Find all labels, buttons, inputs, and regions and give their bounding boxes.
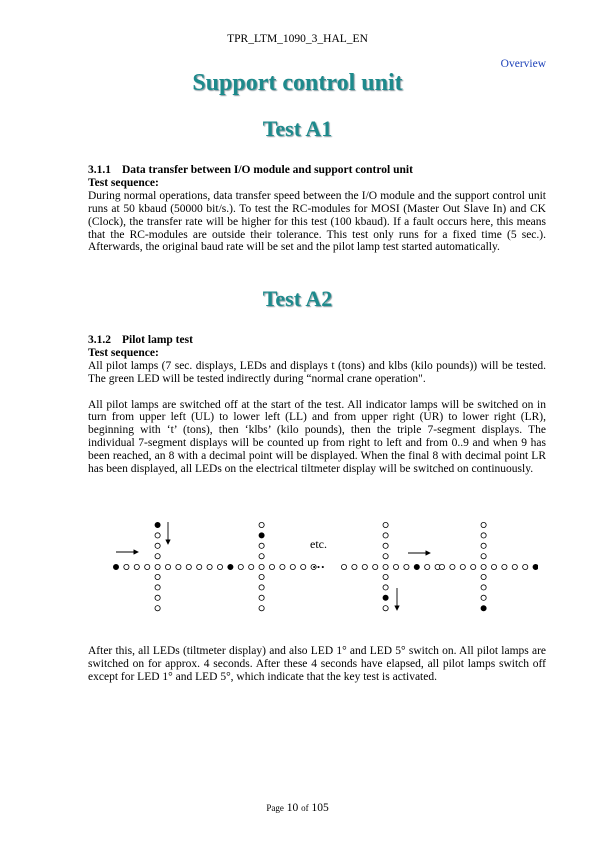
section-heading [88, 334, 546, 347]
lamp-dot [155, 554, 160, 559]
lamp-dot [176, 564, 181, 569]
lamp-dot [383, 606, 388, 611]
lamp-dot [512, 564, 517, 569]
lamp-dot [481, 533, 486, 538]
lamp-dot [124, 564, 129, 569]
lamp-dot [280, 564, 285, 569]
lamp-dot [186, 564, 191, 569]
lamp-dot [373, 564, 378, 569]
lamp-dot [207, 564, 212, 569]
lamp-dot [113, 564, 118, 569]
lamp-dot [259, 533, 264, 538]
lamp-dot [383, 533, 388, 538]
section-number: 3.1.1 [88, 164, 111, 176]
lamp-dot [414, 564, 419, 569]
lamp-dot [383, 554, 388, 559]
lamp-dot [481, 554, 486, 559]
ellipsis-label: ··· [312, 559, 326, 574]
lamp-dot [259, 554, 264, 559]
test-sequence-label: Test sequence: [88, 176, 159, 189]
section-heading [88, 164, 546, 177]
section-paragraph: All pilot lamps (7 sec. displays, LEDs and displays t (tons) and klbs (kilo pounds)) will be tested. The green LED will be tested indirectly during “normal crane operation". [88, 359, 546, 385]
lamp-dot [425, 564, 430, 569]
lamp-dot [197, 564, 202, 569]
lamp-dot [450, 564, 455, 569]
lamp-dot [155, 595, 160, 600]
lamp-dot [481, 522, 486, 527]
lamp-dot [259, 564, 264, 569]
lamp-dot [383, 522, 388, 527]
page-number: 10 [286, 802, 299, 814]
lamp-dot [259, 522, 264, 527]
page-word: Page [266, 803, 284, 813]
lamp-dot [259, 595, 264, 600]
section-3-1-2 [88, 334, 546, 476]
lamp-dot [155, 543, 160, 548]
lamp-dot [145, 564, 150, 569]
lamp-dot [290, 564, 295, 569]
lamp-dot [502, 564, 507, 569]
lamp-dot [238, 564, 243, 569]
lamp-dot [404, 564, 409, 569]
lamp-dot [383, 564, 388, 569]
lamp-dot [155, 585, 160, 590]
lamp-dot [481, 564, 486, 569]
lamp-dot [523, 564, 528, 569]
section-paragraph: After this, all LEDs (tiltmeter display) and also LED 1° and LED 5° switch on. All pilot lamps are switched on for approx. 4 seconds. After these 4 seconds have elapsed, all pilot lamps switch off except for LED 1° and LED 5°, which indicate that the key test is activated. [88, 645, 546, 683]
pilot-lamp-sequence-diagram [108, 518, 538, 618]
section-title: Data transfer between I/O module and support control unit [122, 164, 413, 176]
lamp-dot [155, 522, 160, 527]
test-sequence-label: Test sequence: [88, 346, 159, 359]
lamp-dot [249, 564, 254, 569]
lamp-dot [155, 606, 160, 611]
lamp-dot [259, 606, 264, 611]
lamp-dot [481, 574, 486, 579]
lamp-dot [481, 595, 486, 600]
overview-link[interactable]: Overview [500, 58, 546, 70]
lamp-dot [217, 564, 222, 569]
lamp-dot [228, 564, 233, 569]
test-a1-heading: Test A1 [262, 116, 333, 141]
lamp-dot [301, 564, 306, 569]
document-id-header: TPR_LTM_1090_3_HAL_EN [227, 33, 368, 45]
lamp-dot [439, 564, 444, 569]
section-title: Pilot lamp test [122, 334, 193, 346]
page-footer [0, 802, 595, 814]
lamp-dot [341, 564, 346, 569]
lamp-dot [259, 585, 264, 590]
of-word: of [301, 803, 309, 813]
lamp-dot [362, 564, 367, 569]
section-body: During normal operations, data transfer speed between the I/O module and the support control unit runs at 50 kbaud (50000 bit/s.). To test the RC-modules for MOSI (Master Out Slave In) and CK (Clock), the transfer rate will be higher for this test (100 kbaud). If a fault occurs here, this means that the RC-modules are outside their tolerance. This test only runs for a fixed time (5 sec.). Afterwards, the original baud rate will be set and the pilot lamp test started automatically. [88, 189, 546, 254]
lamp-dot [383, 585, 388, 590]
lamp-dot [383, 543, 388, 548]
section-3-1-2-continued [88, 645, 546, 684]
section-paragraph: All pilot lamps are switched off at the start of the test. All indicator lamps will be switched on in turn from upper left (UL) to lower left (LL) and from upper right (UR) to lower right (LR), beginning with ‘t’ (tons), then ‘klbs’ (kilo pounds), then the triple 7-segment displays. The individual 7-segment displays will be counted up from right to left and from 0..9 and when 9 has been reached, an 8 with a decimal point will be displayed. When the final 8 with decimal point LR has been displayed, all LEDs on the electrical tiltmeter display will be switched on continuously. [88, 398, 546, 476]
page-title: Support control unit [192, 70, 403, 96]
lamp-dot [259, 574, 264, 579]
lamp-dot [259, 543, 264, 548]
section-number: 3.1.2 [88, 334, 111, 346]
lamp-dot [269, 564, 274, 569]
lamp-dot [383, 574, 388, 579]
test-a2-heading: Test A2 [262, 286, 333, 311]
lamp-dot [165, 564, 170, 569]
lamp-dot [460, 564, 465, 569]
lamp-dot [481, 543, 486, 548]
lamp-dot [481, 606, 486, 611]
lamp-dot [155, 574, 160, 579]
lamp-dot [533, 564, 538, 569]
lamp-dot [393, 564, 398, 569]
lamp-dot [155, 533, 160, 538]
lamp-dot [134, 564, 139, 569]
total-pages: 105 [311, 802, 329, 814]
lamp-dot [352, 564, 357, 569]
section-3-1-1 [88, 164, 546, 254]
lamp-dot [155, 564, 160, 569]
lamp-dot [491, 564, 496, 569]
lamp-dot [481, 585, 486, 590]
lamp-dot [471, 564, 476, 569]
lamp-dot [383, 595, 388, 600]
lamp-matrix [113, 522, 538, 610]
etc-label: etc. [310, 537, 327, 551]
